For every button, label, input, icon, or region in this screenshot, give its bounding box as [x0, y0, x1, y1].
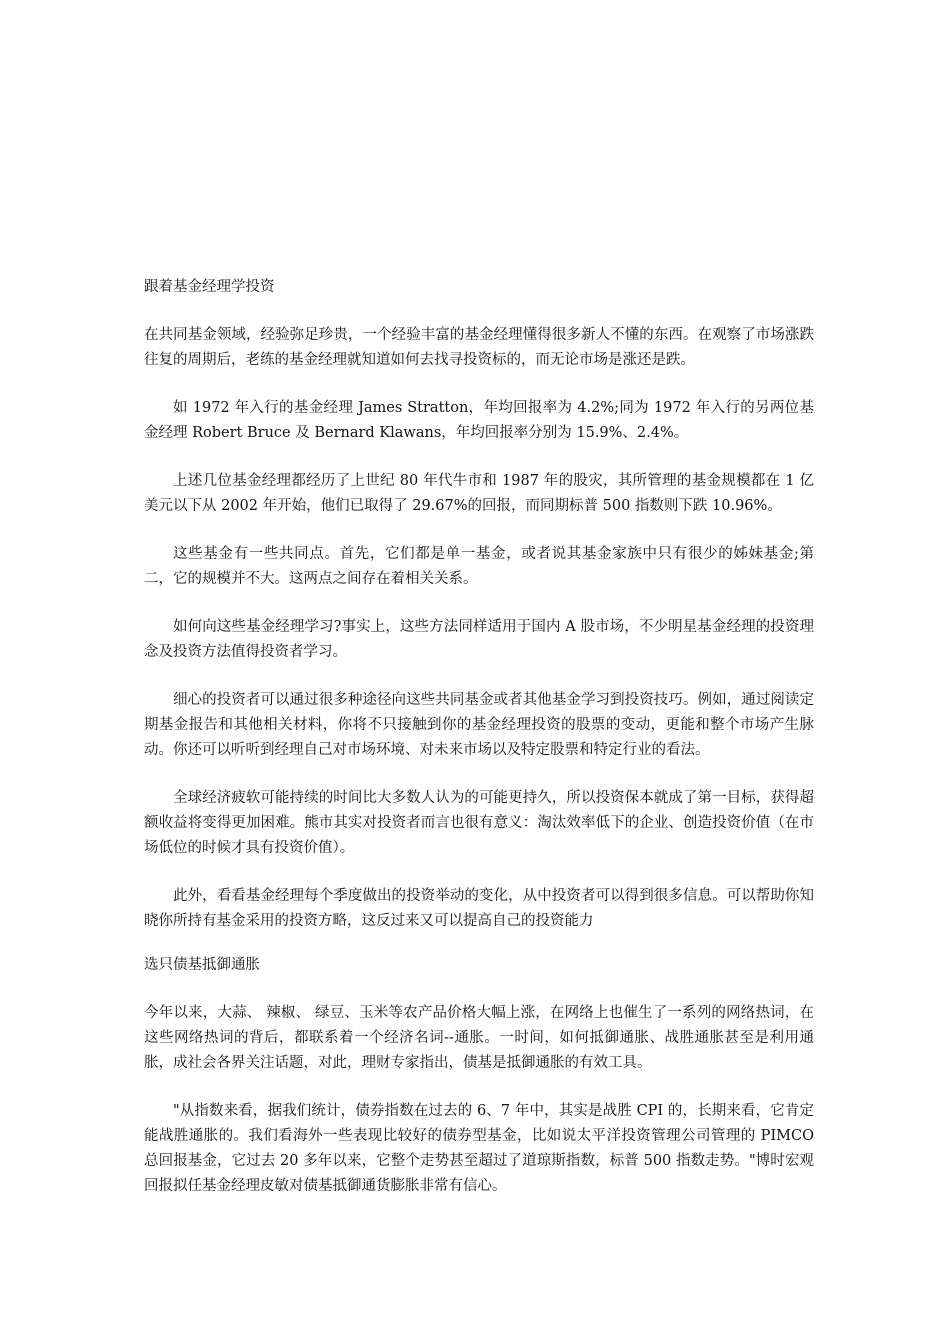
paragraph: 在共同基金领域，经验弥足珍贵，一个经验丰富的基金经理懂得很多新人不懂的东西。在观察了市场涨跌往复的周期后，老练的基金经理就知道如何去找寻投资标的，而无论市场是涨还是跌。 [144, 327, 814, 368]
paragraph: 今年以来，大蒜、 辣椒、 绿豆、玉米等农产品价格大幅上涨，在网络上也催生了一系列的网络热词，在这些网络热词的背后，都联系着一个经济名词--通胀。一时间，如何抵御通胀、战胜通胀甚至是利用通胀，成社会各界关注话题，对此，理财专家指出，债基是抵御通胀的有效工具。 [144, 1005, 814, 1071]
article-title-2: 选只债基抵御通胀 [144, 957, 260, 973]
paragraph: 这些基金有一些共同点。首先，它们都是单一基金，或者说其基金家族中只有很少的姊妹基金;第二，它的规模并不大。这两点之间存在着相关关系。 [144, 546, 814, 587]
paragraph: 如 1972 年入行的基金经理 James Stratton，年均回报率为 4.2%;同为 1972 年入行的另两位基金经理 Robert Bruce 及 Bernard Klawans，年均回报率分别为 15.9%、2.4%。 [144, 400, 814, 441]
paragraph: 上述几位基金经理都经历了上世纪 80 年代牛市和 1987 年的股灾，其所管理的基金规模都在 1 亿美元以下从 2002 年开始，他们已取得了 29.67%的回报，而同期标普 500 指数则下跌 10.96%。 [144, 473, 814, 514]
paragraph: 如何向这些基金经理学习?事实上，这些方法同样适用于国内 A 股市场，不少明星基金经理的投资理念及投资方法值得投资者学习。 [144, 619, 814, 660]
document-page [144, 276, 814, 1222]
paragraph: 细心的投资者可以通过很多种途径向这些共同基金或者其他基金学习到投资技巧。例如，通过阅读定期基金报告和其他相关材料，你将不只接触到你的基金经理投资的股票的变动，更能和整个市场产生脉动。你还可以听听到经理自己对市场环境、对未来市场以及特定股票和特定行业的看法。 [144, 692, 814, 758]
paragraph: 此外，看看基金经理每个季度做出的投资举动的变化，从中投资者可以得到很多信息。可以帮助你知晓你所持有基金采用的投资方略，这反过来又可以提高自己的投资能力 [144, 888, 814, 929]
paragraph: 全球经济疲软可能持续的时间比大多数人认为的可能更持久，所以投资保本就成了第一目标，获得超额收益将变得更加困难。熊市其实对投资者而言也很有意义：淘汰效率低下的企业、创造投资价值（在市场低位的时候才具有投资价值）。 [144, 790, 814, 856]
article-title-1: 跟着基金经理学投资 [144, 279, 275, 295]
paragraph: "从指数来看，据我们统计，债券指数在过去的 6、7 年中，其实是战胜 CPI 的，长期来看，它肯定能战胜通胀的。我们看海外一些表现比较好的债券型基金，比如说太平洋投资管理公司管理的 PIMCO 总回报基金，它过去 20 多年以来，它整个走势甚至超过了道琼斯指数，标普 500 指数走势。"博时宏观回报拟任基金经理皮敏对债基抵御通货膨胀非常有信心。 [144, 1103, 814, 1194]
